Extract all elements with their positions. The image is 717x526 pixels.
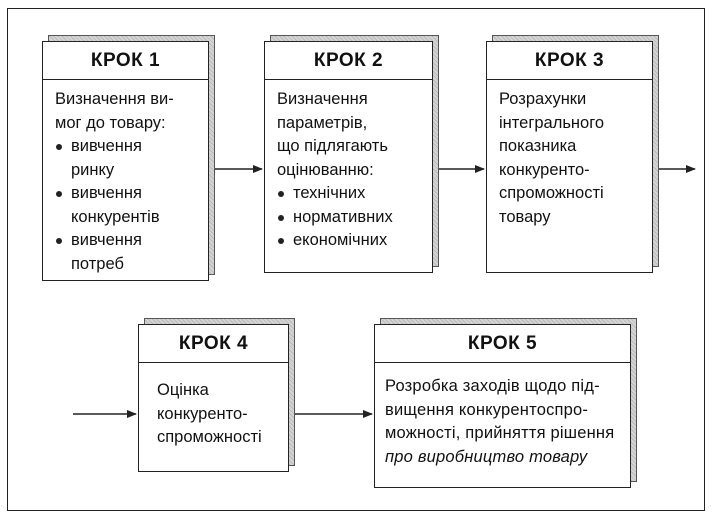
step-4-line: спроможності: [157, 428, 262, 446]
step-3-title: КРОК 3: [487, 42, 652, 80]
step-3-line: спроможності: [499, 184, 604, 202]
step-2-intro-line: що підлягають: [277, 137, 388, 155]
step-4-line: конкуренто-: [157, 404, 248, 423]
step-1-intro-line: Визначення ви-: [55, 90, 174, 108]
step-3-line: товару: [499, 207, 551, 226]
step-1-body: [43, 80, 208, 276]
step-4-title: КРОК 4: [139, 325, 288, 363]
step-1-bullet-competitors: вивчення конкурентів: [55, 182, 198, 229]
step-3-line: показника: [499, 137, 577, 155]
step-5-title: КРОК 5: [375, 325, 630, 363]
step-1-intro-line: мог до товару:: [55, 113, 166, 132]
step-2-body: [265, 80, 432, 253]
step-2-bullet-economic: економічних: [277, 229, 422, 253]
step-5-line: можності, прийняття рішення: [385, 424, 615, 442]
step-5-body: [375, 363, 630, 469]
step-2-bullet-normative: нормативних: [277, 206, 422, 230]
step-2-intro-line: оцінюванню:: [277, 160, 374, 179]
step-5-box: [374, 324, 631, 488]
step-2-title: КРОК 2: [265, 42, 432, 80]
step-2-intro-line: Визначення: [277, 90, 368, 108]
step-4-line: Оцінка: [157, 381, 209, 399]
step-1-box: [42, 41, 209, 281]
step-2-box: [264, 41, 433, 273]
step-3-body: [487, 80, 652, 229]
step-3-box: [486, 41, 653, 273]
step-2-bullet-technical: технічних: [277, 182, 422, 206]
step-3-line: конкуренто-: [499, 160, 590, 179]
step-5-line: вищення конкурентоспро-: [385, 400, 589, 419]
step-3-line: Розрахунки: [499, 90, 587, 108]
step-1-bullet-market: вивчення ринку: [55, 135, 198, 182]
step-2-intro-line: параметрів,: [277, 113, 368, 132]
step-5-line: Розробка заходів щодо під-: [385, 377, 600, 395]
step-3-line: інтегрального: [499, 113, 605, 132]
step-1-title: КРОК 1: [43, 42, 208, 80]
step-4-box: [138, 324, 289, 472]
step-5-italic-line: про виробництво товару: [385, 447, 588, 466]
step-1-bullet-needs: вивчення потреб: [55, 229, 198, 276]
step-4-body: [139, 363, 288, 450]
